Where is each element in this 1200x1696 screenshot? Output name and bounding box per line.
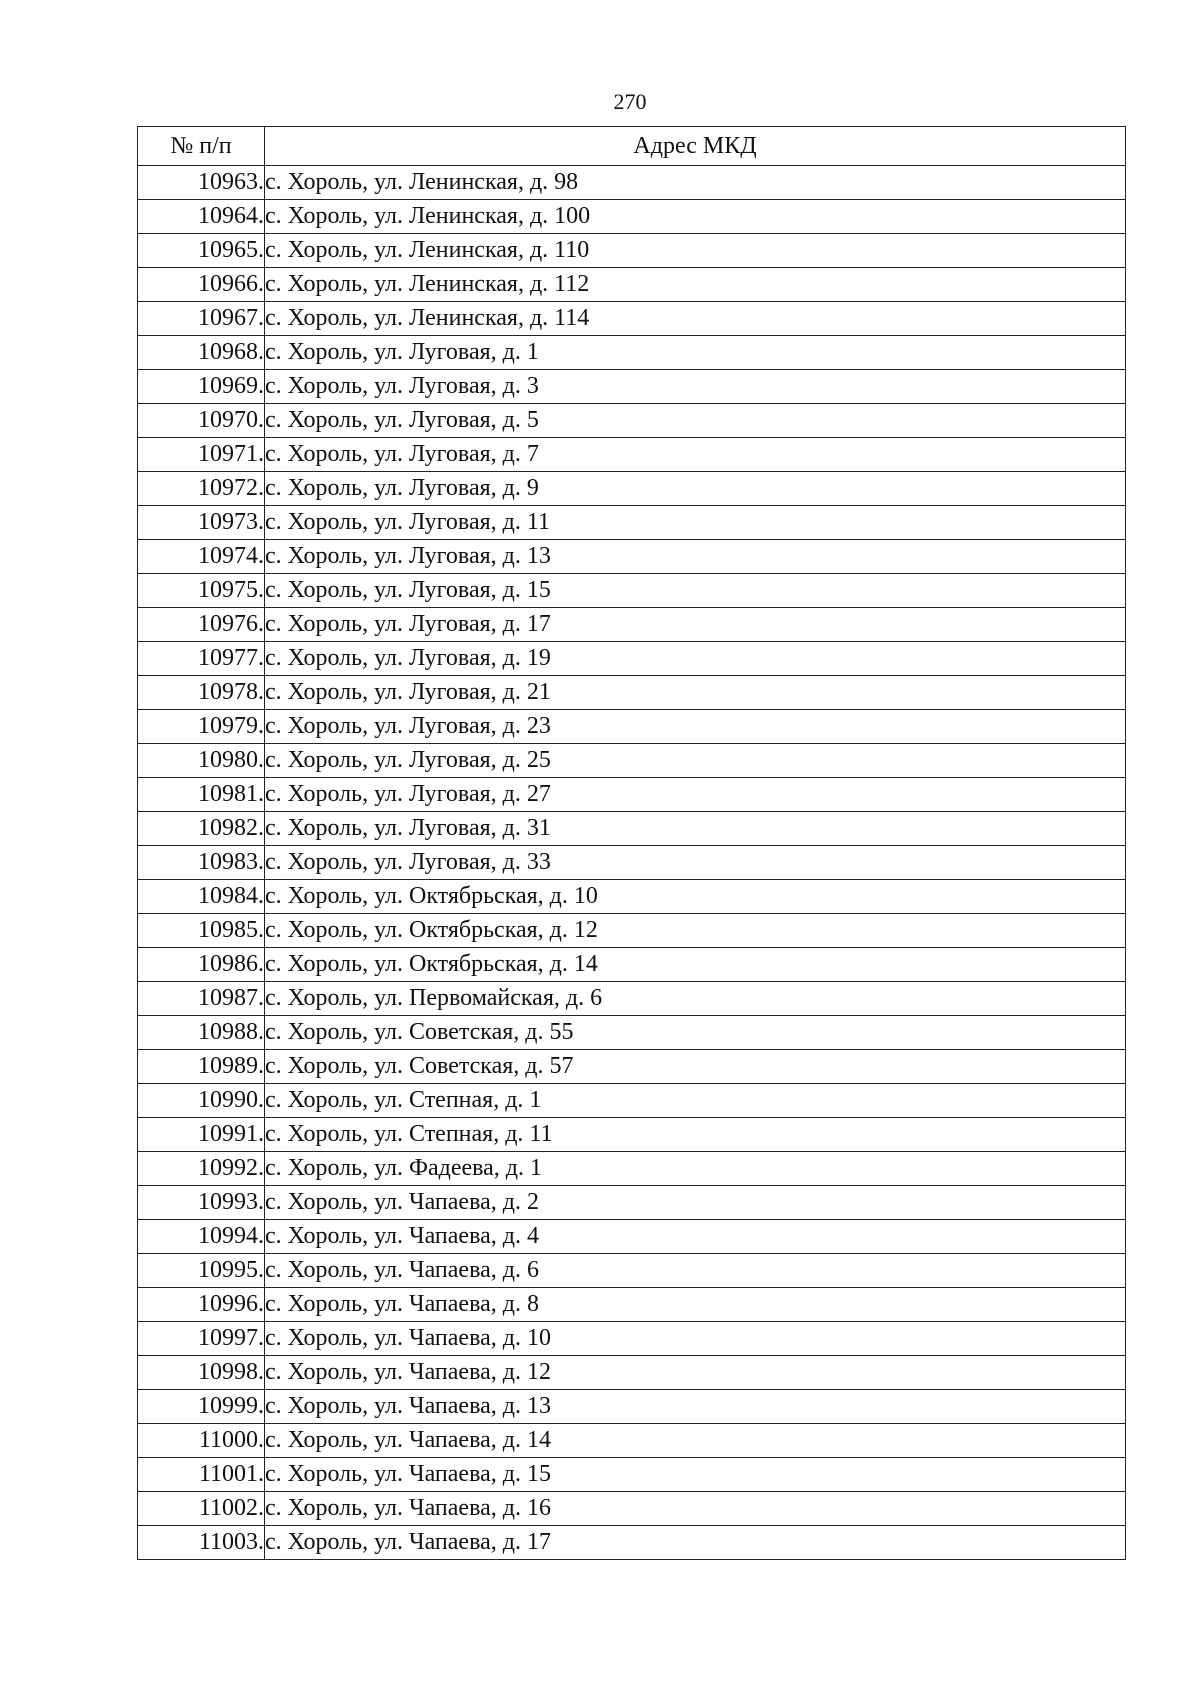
row-address: с. Хороль, ул. Луговая, д. 13 bbox=[265, 540, 1126, 574]
row-address: с. Хороль, ул. Степная, д. 1 bbox=[265, 1084, 1126, 1118]
row-number: 10965. bbox=[138, 234, 265, 268]
table-row bbox=[138, 166, 1126, 200]
row-address: с. Хороль, ул. Чапаева, д. 15 bbox=[265, 1458, 1126, 1492]
table-row bbox=[138, 302, 1126, 336]
row-address: с. Хороль, ул. Луговая, д. 23 bbox=[265, 710, 1126, 744]
row-number: 10991. bbox=[138, 1118, 265, 1152]
table-row bbox=[138, 1016, 1126, 1050]
row-address: с. Хороль, ул. Чапаева, д. 4 bbox=[265, 1220, 1126, 1254]
row-number: 10974. bbox=[138, 540, 265, 574]
row-number: 10986. bbox=[138, 948, 265, 982]
table-row bbox=[138, 1322, 1126, 1356]
row-number: 10995. bbox=[138, 1254, 265, 1288]
table-row bbox=[138, 1288, 1126, 1322]
row-address: с. Хороль, ул. Луговая, д. 17 bbox=[265, 608, 1126, 642]
row-address: с. Хороль, ул. Луговая, д. 21 bbox=[265, 676, 1126, 710]
table-row bbox=[138, 642, 1126, 676]
row-number: 10980. bbox=[138, 744, 265, 778]
table-row bbox=[138, 1186, 1126, 1220]
table-row bbox=[138, 914, 1126, 948]
row-number: 10982. bbox=[138, 812, 265, 846]
row-number: 10973. bbox=[138, 506, 265, 540]
row-address: с. Хороль, ул. Луговая, д. 1 bbox=[265, 336, 1126, 370]
row-number: 10978. bbox=[138, 676, 265, 710]
row-number: 10989. bbox=[138, 1050, 265, 1084]
row-address: с. Хороль, ул. Чапаева, д. 6 bbox=[265, 1254, 1126, 1288]
row-address: с. Хороль, ул. Советская, д. 55 bbox=[265, 1016, 1126, 1050]
table-row bbox=[138, 404, 1126, 438]
row-address: с. Хороль, ул. Октябрьская, д. 12 bbox=[265, 914, 1126, 948]
row-number: 10972. bbox=[138, 472, 265, 506]
table-row bbox=[138, 1220, 1126, 1254]
row-number: 10967. bbox=[138, 302, 265, 336]
row-number: 10990. bbox=[138, 1084, 265, 1118]
column-header-address: Адрес МКД bbox=[265, 127, 1126, 166]
row-number: 11000. bbox=[138, 1424, 265, 1458]
table-row bbox=[138, 1152, 1126, 1186]
row-number: 10993. bbox=[138, 1186, 265, 1220]
column-header-number: № п/п bbox=[138, 127, 265, 166]
row-number: 10971. bbox=[138, 438, 265, 472]
table-row bbox=[138, 1390, 1126, 1424]
table-row bbox=[138, 1084, 1126, 1118]
row-address: с. Хороль, ул. Луговая, д. 15 bbox=[265, 574, 1126, 608]
row-number: 11003. bbox=[138, 1526, 265, 1560]
row-number: 10970. bbox=[138, 404, 265, 438]
table-row bbox=[138, 608, 1126, 642]
table-header-row bbox=[138, 127, 1126, 166]
table-row bbox=[138, 982, 1126, 1016]
table-row bbox=[138, 1254, 1126, 1288]
table-row bbox=[138, 200, 1126, 234]
row-number: 10964. bbox=[138, 200, 265, 234]
row-number: 11002. bbox=[138, 1492, 265, 1526]
row-address: с. Хороль, ул. Луговая, д. 7 bbox=[265, 438, 1126, 472]
address-table bbox=[137, 126, 1126, 1560]
row-address: с. Хороль, ул. Луговая, д. 5 bbox=[265, 404, 1126, 438]
row-address: с. Хороль, ул. Октябрьская, д. 14 bbox=[265, 948, 1126, 982]
row-address: с. Хороль, ул. Луговая, д. 9 bbox=[265, 472, 1126, 506]
row-number: 11001. bbox=[138, 1458, 265, 1492]
row-address: с. Хороль, ул. Фадеева, д. 1 bbox=[265, 1152, 1126, 1186]
table-row bbox=[138, 812, 1126, 846]
row-number: 10985. bbox=[138, 914, 265, 948]
table-row bbox=[138, 268, 1126, 302]
row-number: 10969. bbox=[138, 370, 265, 404]
row-address: с. Хороль, ул. Чапаева, д. 8 bbox=[265, 1288, 1126, 1322]
table-row bbox=[138, 880, 1126, 914]
table-row bbox=[138, 1118, 1126, 1152]
row-address: с. Хороль, ул. Ленинская, д. 98 bbox=[265, 166, 1126, 200]
table-row bbox=[138, 676, 1126, 710]
row-number: 10994. bbox=[138, 1220, 265, 1254]
row-address: с. Хороль, ул. Чапаева, д. 16 bbox=[265, 1492, 1126, 1526]
row-address: с. Хороль, ул. Луговая, д. 19 bbox=[265, 642, 1126, 676]
row-number: 10987. bbox=[138, 982, 265, 1016]
row-number: 10977. bbox=[138, 642, 265, 676]
row-address: с. Хороль, ул. Чапаева, д. 14 bbox=[265, 1424, 1126, 1458]
table-row bbox=[138, 472, 1126, 506]
table-row bbox=[138, 1526, 1126, 1560]
table-row bbox=[138, 710, 1126, 744]
row-address: с. Хороль, ул. Ленинская, д. 110 bbox=[265, 234, 1126, 268]
row-address: с. Хороль, ул. Первомайская, д. 6 bbox=[265, 982, 1126, 1016]
row-address: с. Хороль, ул. Чапаева, д. 10 bbox=[265, 1322, 1126, 1356]
table-row bbox=[138, 506, 1126, 540]
table-row bbox=[138, 1492, 1126, 1526]
table-row bbox=[138, 370, 1126, 404]
row-address: с. Хороль, ул. Луговая, д. 25 bbox=[265, 744, 1126, 778]
table-row bbox=[138, 846, 1126, 880]
table-row bbox=[138, 1050, 1126, 1084]
row-address: с. Хороль, ул. Советская, д. 57 bbox=[265, 1050, 1126, 1084]
row-number: 10984. bbox=[138, 880, 265, 914]
row-address: с. Хороль, ул. Чапаева, д. 2 bbox=[265, 1186, 1126, 1220]
row-number: 10999. bbox=[138, 1390, 265, 1424]
row-number: 10976. bbox=[138, 608, 265, 642]
table-row bbox=[138, 948, 1126, 982]
table-row bbox=[138, 234, 1126, 268]
row-number: 10992. bbox=[138, 1152, 265, 1186]
table-row bbox=[138, 336, 1126, 370]
row-address: с. Хороль, ул. Луговая, д. 11 bbox=[265, 506, 1126, 540]
row-number: 10979. bbox=[138, 710, 265, 744]
row-address: с. Хороль, ул. Октябрьская, д. 10 bbox=[265, 880, 1126, 914]
row-number: 10998. bbox=[138, 1356, 265, 1390]
row-address: с. Хороль, ул. Степная, д. 11 bbox=[265, 1118, 1126, 1152]
row-number: 10983. bbox=[138, 846, 265, 880]
row-address: с. Хороль, ул. Чапаева, д. 12 bbox=[265, 1356, 1126, 1390]
row-address: с. Хороль, ул. Луговая, д. 27 bbox=[265, 778, 1126, 812]
row-address: с. Хороль, ул. Ленинская, д. 112 bbox=[265, 268, 1126, 302]
table-row bbox=[138, 778, 1126, 812]
table-row bbox=[138, 1458, 1126, 1492]
table-row bbox=[138, 438, 1126, 472]
row-address: с. Хороль, ул. Ленинская, д. 100 bbox=[265, 200, 1126, 234]
row-number: 10975. bbox=[138, 574, 265, 608]
row-address: с. Хороль, ул. Чапаева, д. 17 bbox=[265, 1526, 1126, 1560]
row-number: 10963. bbox=[138, 166, 265, 200]
row-number: 10997. bbox=[138, 1322, 265, 1356]
table-row bbox=[138, 1424, 1126, 1458]
table-row bbox=[138, 540, 1126, 574]
row-number: 10968. bbox=[138, 336, 265, 370]
table-row bbox=[138, 1356, 1126, 1390]
table-row bbox=[138, 744, 1126, 778]
row-address: с. Хороль, ул. Луговая, д. 3 bbox=[265, 370, 1126, 404]
row-number: 10966. bbox=[138, 268, 265, 302]
table-row bbox=[138, 574, 1126, 608]
row-address: с. Хороль, ул. Луговая, д. 31 bbox=[265, 812, 1126, 846]
row-number: 10996. bbox=[138, 1288, 265, 1322]
row-number: 10988. bbox=[138, 1016, 265, 1050]
row-address: с. Хороль, ул. Луговая, д. 33 bbox=[265, 846, 1126, 880]
page-number: 270 bbox=[613, 89, 647, 114]
row-number: 10981. bbox=[138, 778, 265, 812]
row-address: с. Хороль, ул. Ленинская, д. 114 bbox=[265, 302, 1126, 336]
row-address: с. Хороль, ул. Чапаева, д. 13 bbox=[265, 1390, 1126, 1424]
